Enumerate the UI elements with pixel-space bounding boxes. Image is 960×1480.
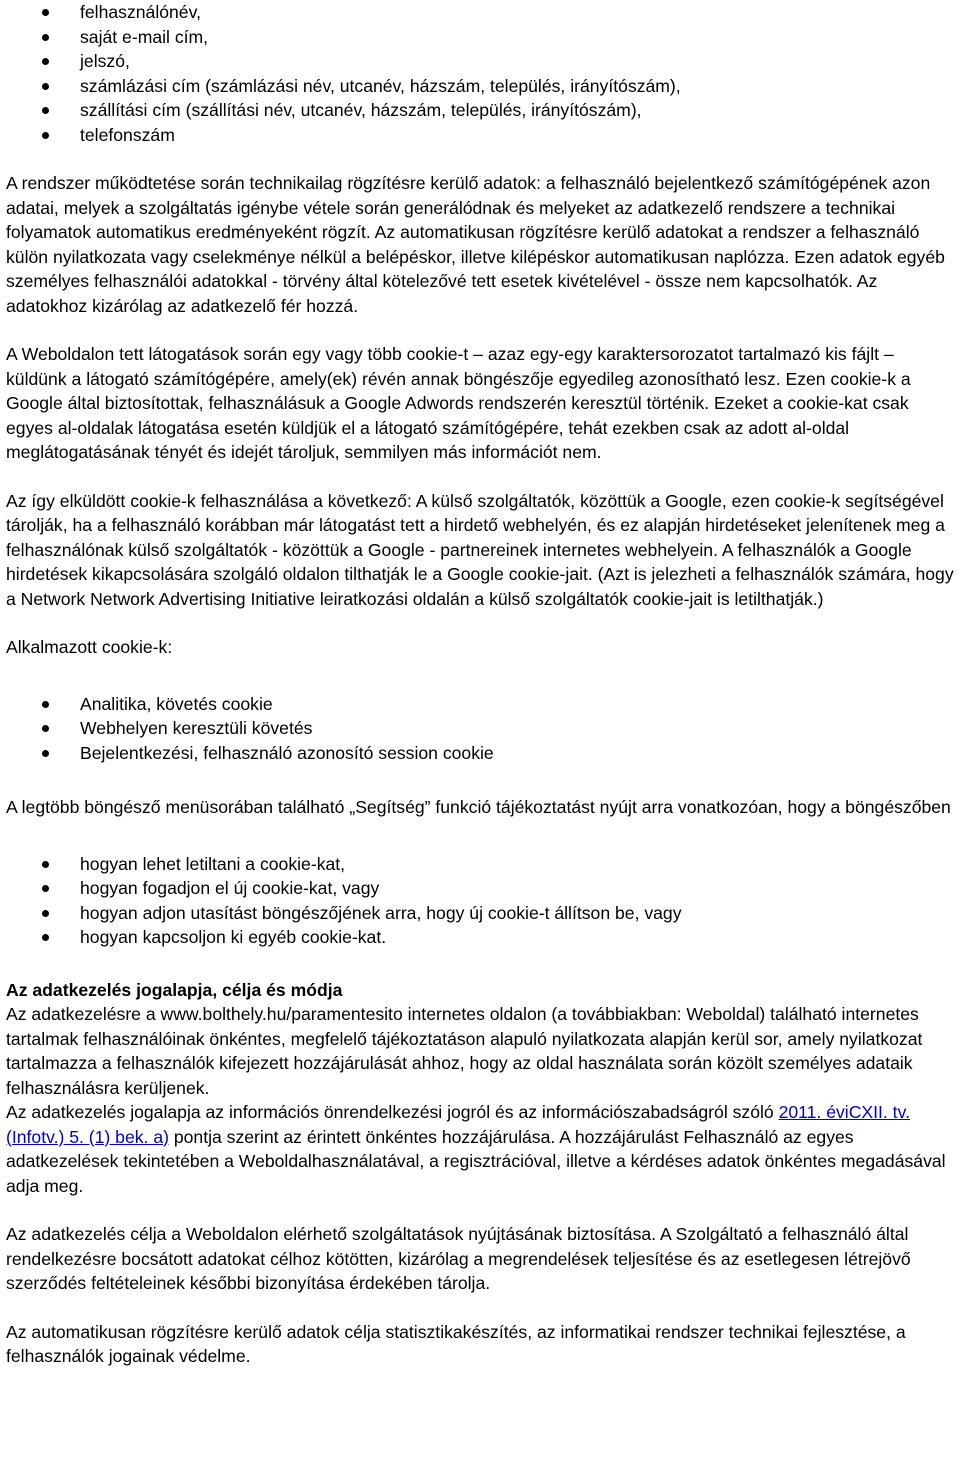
list-item: saját e-mail cím,	[6, 25, 954, 50]
list-item: Webhelyen keresztüli követés	[6, 716, 954, 741]
personal-data-list	[6, 0, 954, 147]
list-item: jelszó,	[6, 49, 954, 74]
applied-cookies-list	[6, 692, 954, 766]
technical-data-paragraph: A rendszer működtetése során technikailag rögzítésre kerülő adatok: a felhasználó bejelentkező számítógépének azon adatai, melyek a szolgáltatás igénybe vétele során generálódnak és melyeket az adatkezelő rendszere a technikai folyamatok automatikus eredményeként rögzít. Az automatikusan rögzítésre kerülő adatokat a rendszer a felhasználó külön nyilatkozata vagy cselekménye nélkül a belépéskor, illetve kilépéskor automatikusan naplózza. Ezen adatok egyéb személyes felhasználói adatokkal - törvény által kötelezővé tett esetek kivételével - össze nem kapcsolhatók. Az adatokhoz kizárólag az adatkezelő fér hozzá.	[6, 173, 945, 316]
list-item: hogyan adjon utasítást böngészőjének arra, hogy új cookie-t állítson be, vagy	[6, 901, 954, 926]
list-item: hogyan kapcsoljon ki egyéb cookie-kat.	[6, 925, 954, 950]
browser-help-paragraph: A legtöbb böngésző menüsorában található „Segítség” funkció tájékoztatást nyújt arra vonatkozóan, hogy a böngészőben	[6, 797, 951, 817]
spacer	[6, 1198, 954, 1222]
cookie-paragraph: A Weboldalon tett látogatások során egy vagy több cookie-t – azaz egy-egy karaktersorozatot tartalmazó kis fájlt – küldünk a látogató számítógépére, amely(ek) révén annak böngészője egyedileg azonosítható lesz. Ezen cookie-k a Google által biztosítottak, felhasználásuk a Google Adwords rendszerén keresztül történik. Ezeket a cookie-kat csak egyes al-oldalak látogatása esetén küldjük el a látogató számítógépére, tehát ezekben csak az adott al-oldal meglátogatásának tényét és idejét tároljuk, semmilyen más információt nem.	[6, 344, 911, 462]
spacer	[6, 765, 954, 795]
spacer	[6, 318, 954, 342]
legal-basis-paragraph-2	[6, 1100, 954, 1198]
legal-text-post: pontja szerint az érintett önkéntes hozzájárulása. A hozzájárulást Felhasználó az egyes adatkezelések tekintetében a Weboldalhasználatával, a regisztrációval, illetve a kérdéses adatok önkéntes megadásával adja meg.	[6, 1126, 946, 1196]
browser-options-list	[6, 852, 954, 950]
spacer	[6, 820, 954, 852]
legal-text-pre: Az adatkezelés jogalapja az információs önrendelkezési jogról és az információszabadságról szóló	[6, 1102, 779, 1122]
list-item: Bejelentkezési, felhasználó azonosító session cookie	[6, 741, 954, 766]
list-item: hogyan lehet letiltani a cookie-kat,	[6, 852, 954, 877]
list-item: felhasználónév,	[6, 0, 954, 25]
purpose-paragraph: Az adatkezelés célja a Weboldalon elérhető szolgáltatások nyújtásának biztosítása. A Szolgáltató a felhasználó által rendelkezésre bocsátott adatokat célhoz kötötten, kizárólag a megrendelések teljesítése és az esetlegesen létrejövő szerződés feltételeinek későbbi bizonyítása érdekében tárolja.	[6, 1224, 911, 1293]
legal-basis-heading: Az adatkezelés jogalapja, célja és módja	[6, 979, 343, 1000]
list-item: telefonszám	[6, 123, 954, 148]
applied-cookies-label: Alkalmazott cookie-k:	[6, 637, 173, 657]
spacer	[6, 147, 954, 171]
infotv-law-link[interactable]: 2011. éviCXII. tv. (Infotv.) 5. (1) bek. a)	[6, 1102, 910, 1147]
spacer	[6, 950, 954, 978]
list-item: számlázási cím (számlázási név, utcanév, házszám, település, irányítószám),	[6, 74, 954, 99]
spacer	[6, 660, 954, 692]
list-item: Analitika, követés cookie	[6, 692, 954, 717]
spacer	[6, 611, 954, 635]
statistics-paragraph: Az automatikusan rögzítésre kerülő adatok célja statisztikakészítés, az informatikai rendszer technikai fejlesztése, a felhasználók jogainak védelme.	[6, 1321, 906, 1366]
spacer	[6, 1296, 954, 1320]
list-item: hogyan fogadjon el új cookie-kat, vagy	[6, 876, 954, 901]
legal-basis-paragraph-1: Az adatkezelésre a www.bolthely.hu/paramentesito internetes oldalon (a továbbiakban: Weboldal) található internetes tartalmak felhasználóinak önkéntes, megfelelő tájékoztatáson alapuló nyilatkozata alapján kerül sor, amely nyilatkozat tartalmazza a felhasználók kifejezett hozzájárulását ahhoz, hogy az oldal használata során közölt személyes adataik felhasználásra kerüljenek.	[6, 1004, 923, 1098]
cookie-usage-paragraph: Az így elküldött cookie-k felhasználása a következő: A külső szolgáltatók, közöttük a Google, ezen cookie-k segítségével tárolják, ha a felhasználó korábban már látogatást tett a hirdető webhelyén, és ez alapján hirdetéseket jelenítenek meg a felhasználónak külső szolgáltatók - közöttük a Google - partnereinek internetes webhelyein. A felhasználók a Google hirdetések kikapcsolására szolgáló oldalon tilthatják le a Google cookie-jait. (Azt is jelezheti a felhasználók számára, hogy a Network Network Advertising Initiative leiratkozási oldalán a külső szolgáltatók cookie-jait is letilthatják.)	[6, 490, 954, 609]
spacer	[6, 465, 954, 489]
list-item: szállítási cím (szállítási név, utcanév, házszám, település, irányítószám),	[6, 98, 954, 123]
